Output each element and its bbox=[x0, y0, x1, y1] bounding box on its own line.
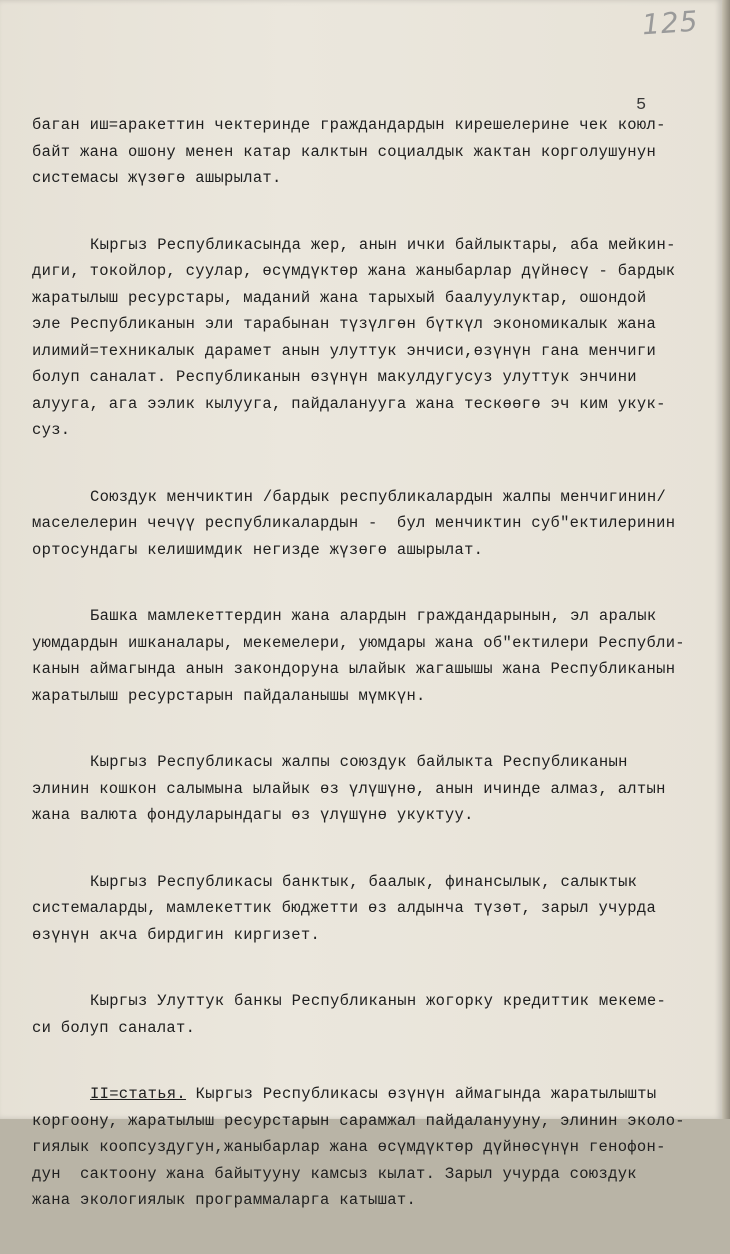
text-line: си болуп саналат. bbox=[32, 1018, 196, 1037]
paragraph bbox=[32, 869, 702, 949]
page-edge bbox=[722, 0, 730, 1119]
text-line: Кыргыз Улуттук банкы Республиканын жогорку кредиттик мекеме- bbox=[90, 992, 667, 1010]
document-body bbox=[32, 112, 702, 1254]
paragraph bbox=[32, 112, 702, 192]
text-line: Кыргыз Республикасында жер, анын ички байлыктары, аба мейкин- bbox=[90, 235, 676, 254]
text-line: Кыргыз Республикасы банктык, баалык, финансылык, салыктык bbox=[90, 872, 638, 891]
text-line: баган иш=аракеттин чектеринде граждандардын кирешелерине чек коюл- bbox=[32, 116, 666, 134]
text-line: Башка мамлекеттердин жана алардын граждандарынын, эл аралык bbox=[90, 607, 657, 625]
text-line: Кыргыз Республикасы жалпы союздук байлыкта Республиканын bbox=[90, 753, 628, 771]
page-number: 5 bbox=[636, 96, 647, 115]
text-line: Союздук менчиктин /бардык республикалардын жалпы менчигинин/ bbox=[90, 487, 667, 506]
text-line: өзүнүн акча бирдигин киргизет. bbox=[32, 925, 321, 944]
paragraph bbox=[32, 749, 702, 829]
paragraph bbox=[32, 484, 702, 564]
paragraph bbox=[32, 232, 702, 444]
text-line: канын аймагында анын закондоруна ылайык жагашышы жана Республиканын bbox=[32, 660, 676, 678]
text-line: жаратылыш ресурстары, маданий жана тарыхый баалуулуктар, ошондой bbox=[32, 288, 647, 307]
text-line: болуп саналат. Республиканын өзүнүн макулдугусуз улуттук энчини bbox=[32, 368, 637, 386]
text-line: маселелерин чечүү республикалардын - бул менчиктин суб"ектилеринин bbox=[32, 514, 676, 532]
text-line: жана экологиялык программаларга катышат. bbox=[32, 1191, 417, 1209]
paragraph bbox=[32, 603, 702, 709]
text-line: уюмдардын ишканалары, мекемелери, уюмдары жана об"ектилери Республи- bbox=[32, 633, 685, 652]
text-line: эле Республиканын эли тарабынан түзүлгөн бүткүл экономикалык жана bbox=[32, 315, 657, 333]
text-line: алууга, ага ээлик кылууга, пайдаланууга жана тескөөгө эч ким укук- bbox=[32, 394, 666, 413]
text-line: элинин кошкон салымына ылайык өз үлүшүнө, анын ичинде алмаз, алтын bbox=[32, 779, 666, 798]
text-line: суз. bbox=[32, 421, 71, 439]
archive-page-number: 125 bbox=[640, 4, 700, 42]
text-line: жаратылыш ресурстарын пайдаланышы мүмкүн. bbox=[32, 686, 426, 705]
text-line: илимий=техникалык дарамет анын улуттук энчиси,өзүнүн гана менчиги bbox=[32, 341, 657, 360]
text-line: жана валюта фондуларындагы өз үлүшүнө укуктуу. bbox=[32, 806, 474, 824]
text-line: системасы жүзөгө ашырылат. bbox=[32, 169, 282, 187]
paragraph bbox=[32, 988, 702, 1041]
text-fragment: Кыргыз Республикасы өзүнүн аймагында жаратылышты bbox=[186, 1085, 657, 1103]
text-line: системаларды, мамлекеттик бюджетти өз алдынча түзөт, зарыл учурда bbox=[32, 899, 657, 917]
text-line: гиялык коопсуздугун,жаныбарлар жана өсүмдүктөр дүйнөсүнүн генофон- bbox=[32, 1138, 666, 1156]
article-label: II=статья. bbox=[90, 1085, 187, 1103]
text-line: ортосундагы келишимдик негизде жүзөгө ашырылат. bbox=[32, 540, 484, 559]
text-line bbox=[32, 1081, 702, 1108]
text-line: дун сактоону жана байытууну камсыз кылат. Зарыл учурда союздук bbox=[32, 1164, 637, 1183]
text-line: коргоону, жаратылыш ресурстарын сарамжал пайдаланууну, элинин эколо- bbox=[32, 1111, 685, 1130]
text-line: диги, токойлор, суулар, өсүмдүктөр жана жаныбарлар дүйнөсү - бардык bbox=[32, 262, 676, 280]
text-line: байт жана ошону менен катар калктын социалдык жактан корголушунун bbox=[32, 142, 657, 161]
paragraph bbox=[32, 1081, 702, 1214]
